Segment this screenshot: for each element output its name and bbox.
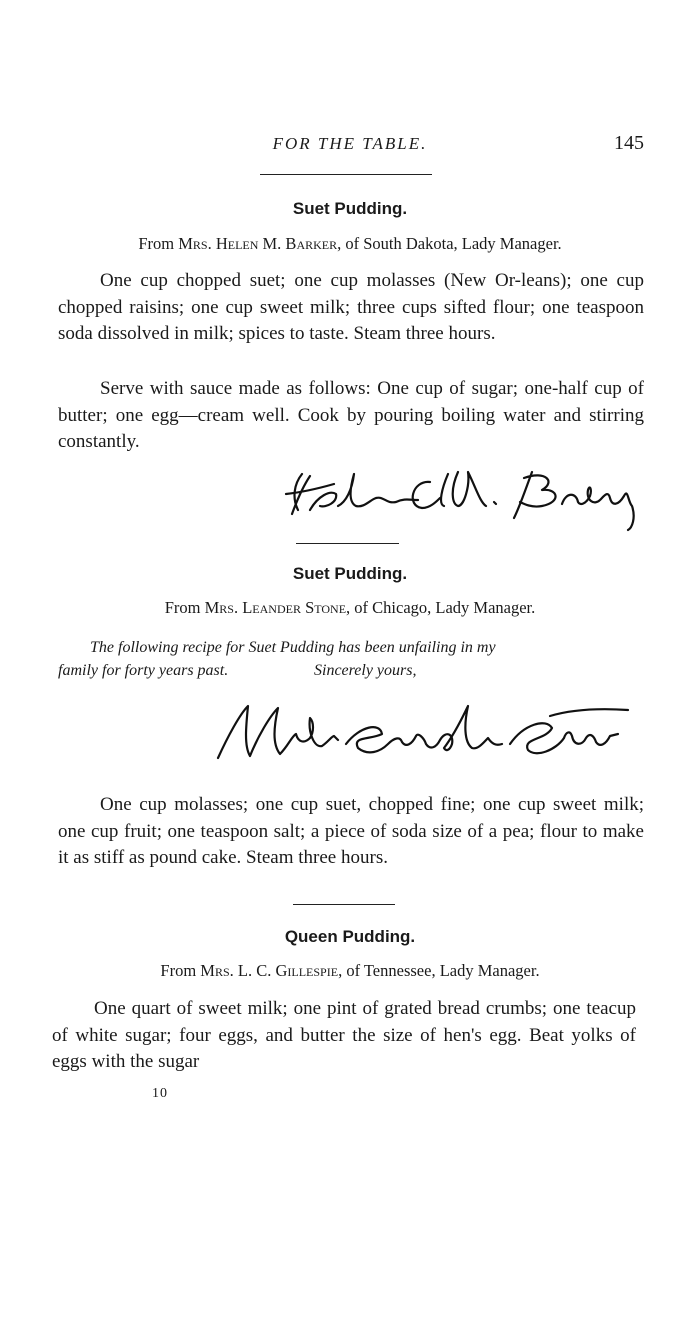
recipe-paragraph: Serve with sauce made as follows: One cup of sugar; one-half cup of butter; one egg—cream well. Cook by pouring boiling water and stirring constantly.	[58, 378, 644, 452]
attribution-prefix: From	[160, 961, 197, 980]
handwritten-signature	[280, 462, 650, 548]
attribution-prefix: From	[164, 598, 201, 617]
attribution-suffix: , of Tennessee, Lady Manager.	[338, 961, 540, 980]
attribution-suffix: , of Chicago, Lady Manager.	[346, 598, 536, 617]
recipe-title: Suet Pudding.	[292, 564, 408, 583]
recipe-attribution	[0, 961, 700, 981]
attribution-suffix: , of South Dakota, Lady Manager.	[337, 234, 562, 253]
signature-leander-stone	[210, 696, 630, 776]
recipe-note-line: The following recipe for Suet Pudding has been unfailing in my	[90, 639, 496, 656]
recipe-paragraph: One quart of sweet milk; one pint of grated bread crumbs; one teacup of white sugar; four eggs, and butter the size of hen's egg. Beat yolks of eggs with the sugar	[52, 998, 636, 1072]
signature-helen-barker	[280, 462, 650, 548]
attribution-name: Mrs. Leander Stone	[204, 598, 347, 617]
recipe-title: Suet Pudding.	[292, 199, 408, 218]
attribution-name: Mrs. L. C. Gillespie	[200, 961, 339, 980]
handwritten-signature	[210, 696, 630, 776]
header-rule	[260, 174, 432, 175]
attribution-prefix: From	[138, 234, 175, 253]
page-number: 145	[614, 132, 644, 154]
recipe-attribution	[0, 598, 700, 618]
attribution-name: Mrs. Helen M. Barker	[178, 234, 338, 253]
recipe-paragraph: One cup molasses; one cup suet, chopped fine; one cup sweet milk; one cup fruit; one teaspoon salt; a piece of soda size of a pea; flour to make it as stiff as pound cake. Steam three hours.	[58, 794, 644, 868]
recipe-note-closing: Sincerely yours,	[314, 662, 417, 679]
recipe-paragraph: One cup chopped suet; one cup molasses (New Or-leans); one cup chopped raisins; one cup sweet milk; three cups sifted flour; one teaspoon soda dissolved in milk; spices to taste. Steam three hours.	[58, 270, 644, 344]
running-header: FOR THE TABLE.	[272, 134, 428, 153]
section-rule	[296, 543, 399, 544]
section-rule	[293, 904, 395, 905]
recipe-attribution	[0, 234, 700, 254]
recipe-note-line: family for forty years past.	[58, 662, 229, 679]
recipe-title: Queen Pudding.	[284, 927, 416, 946]
printer-signature-mark: 10	[152, 1086, 168, 1101]
